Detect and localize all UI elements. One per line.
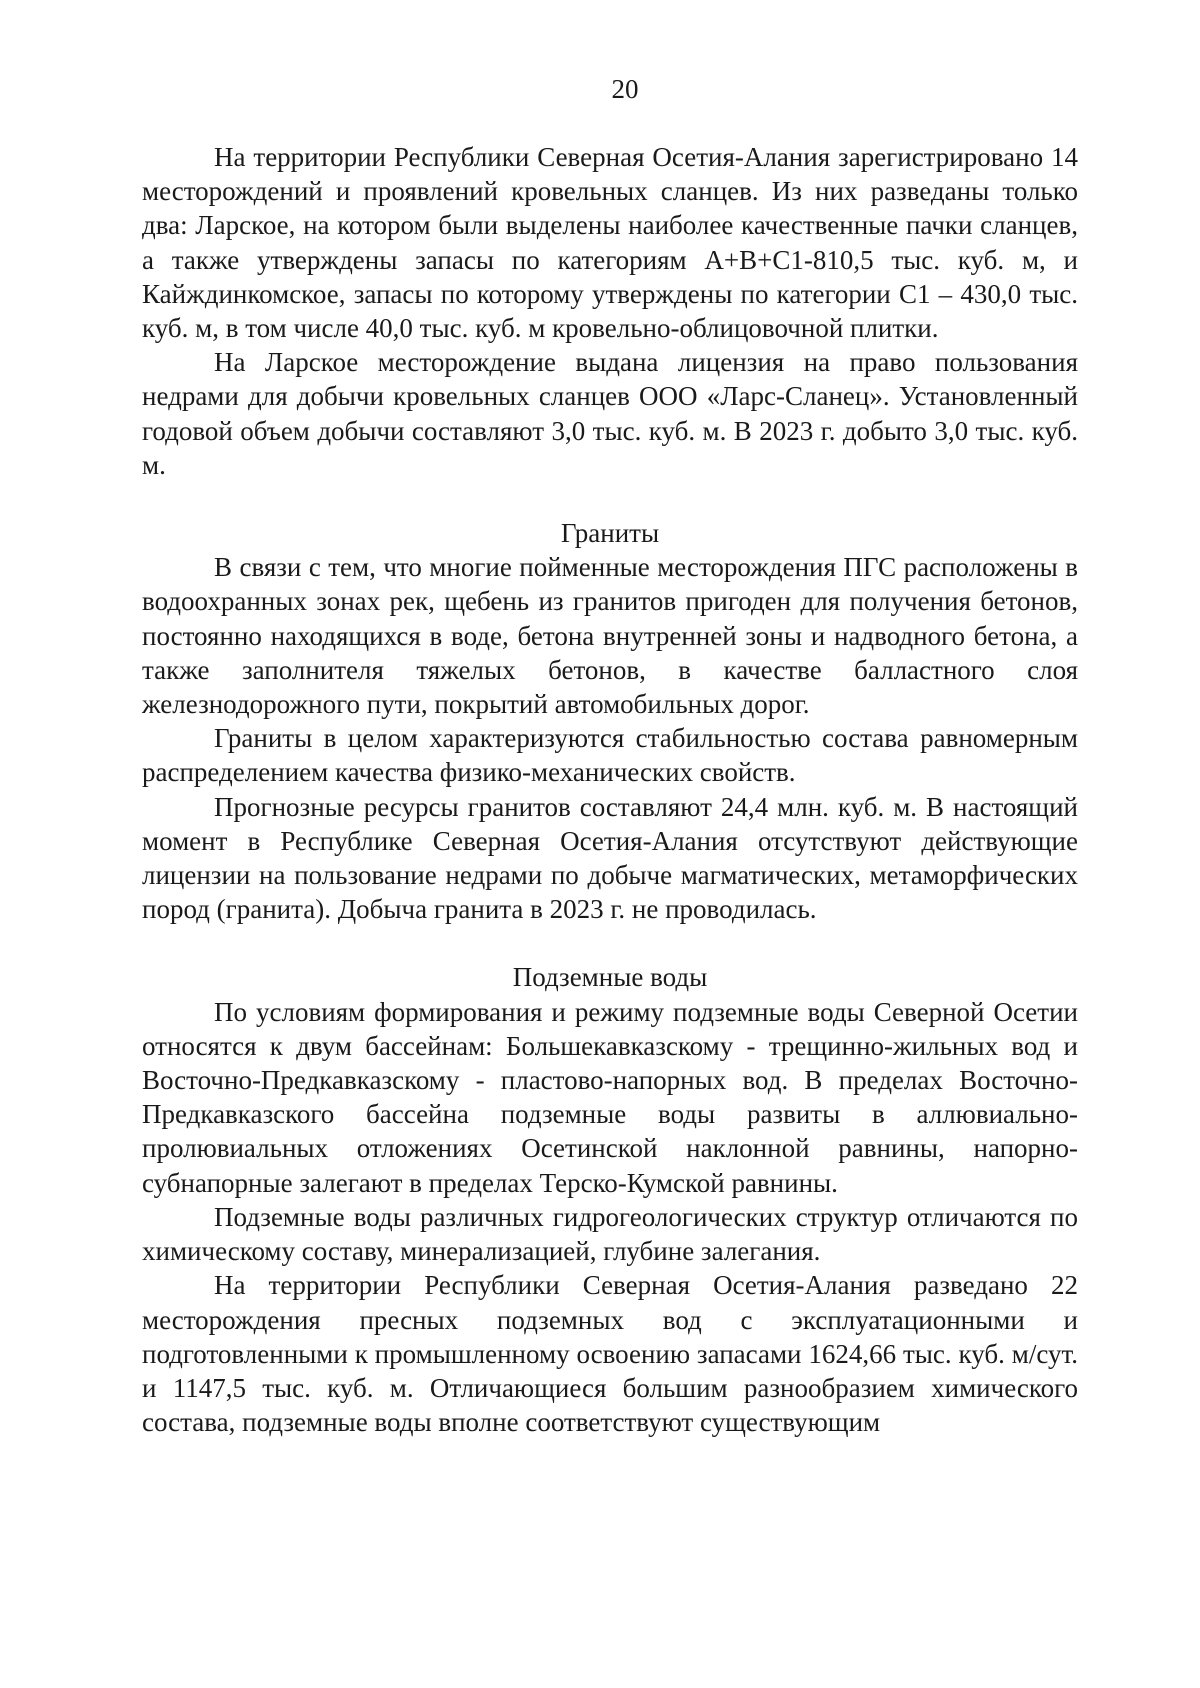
- page-number: 20: [611, 74, 639, 104]
- groundwater-paragraph-3: На территории Республики Северная Осетия-Алания разведано 22 месторождения пресных подземных вод с эксплуатационными и подготовленными к промышленному освоению запасами 1624,66 тыс. куб. м/сут. и 1147,5 тыс. куб. м. Отличающиеся большим разнообразием химического состава, подземные воды вполне соответствуют существующим: [142, 1270, 1078, 1438]
- slate-paragraph-1: На территории Республики Северная Осетия-Алания зарегистрировано 14 месторождений и проявлений кровельных сланцев. Из них разведаны только два: Ларское, на котором были выделены наиболее качественные пачки сланцев, а также утверждены запасы по категориям А+В+С1-810,5 тыс. куб. м, и Кайждинкомское, запасы по которому утверждены по категории С1 – 430,0 тыс. куб. м, в том числе 40,0 тыс. куб. м кровельно-облицовочной плитки.: [142, 142, 1078, 344]
- groundwater-heading: Подземные воды: [512, 962, 708, 993]
- section-gap: [142, 926, 1078, 960]
- granites-paragraph-3: Прогнозные ресурсы гранитов составляют 24,4 млн. куб. м. В настоящий момент в Республике Северная Осетия-Алания отсутствуют действующие лицензии на пользование недрами по добыче магматических, метаморфических пород (гранита). Добыча гранита в 2023 г. не проводилась.: [142, 791, 1078, 925]
- groundwater-paragraph-1: По условиям формирования и режиму подземные воды Северной Осетии относятся к двум бассейнам: Большекавказскому - трещинно-жильных вод и Восточно-Предкавказскому - пластово-напорных вод. В пределах Восточно-Предкавказского бассейна подземные воды развиты в аллювиально-пролювиальных отложениях Осетинской наклонной равнины, напорно- субнапорные залегают в пределах Терско-Кумской равнины.: [142, 996, 1078, 1198]
- document-body: [142, 140, 1078, 1439]
- slate-paragraph-2: На Ларское месторождение выдана лицензия на право пользования недрами для добычи кровельных сланцев ООО «Ларс-Сланец». Установленный годовой объем добычи составляют 3,0 тыс. куб. м. В 2023 г. добыто 3,0 тыс. куб. м.: [142, 347, 1078, 480]
- granites-heading: Граниты: [560, 518, 660, 549]
- groundwater-paragraph-2: Подземные воды различных гидрогеологических структур отличаются по химическому составу, минерализацией, глубине залегания.: [142, 1201, 1078, 1267]
- granites-paragraph-1: В связи с тем, что многие пойменные месторождения ПГС расположены в водоохранных зонах рек, щебень из гранитов пригоден для получения бетонов, постоянно находящихся в воде, бетона внутренней зоны и надводного бетона, а также заполнителя тяжелых бетонов, в качестве балластного слоя железнодорожного пути, покрытий автомобильных дорог.: [142, 552, 1078, 720]
- granites-paragraph-2: Граниты в целом характеризуются стабильностью состава равномерным распределением качества физико-механических свойств.: [142, 723, 1078, 788]
- section-gap: [142, 482, 1078, 516]
